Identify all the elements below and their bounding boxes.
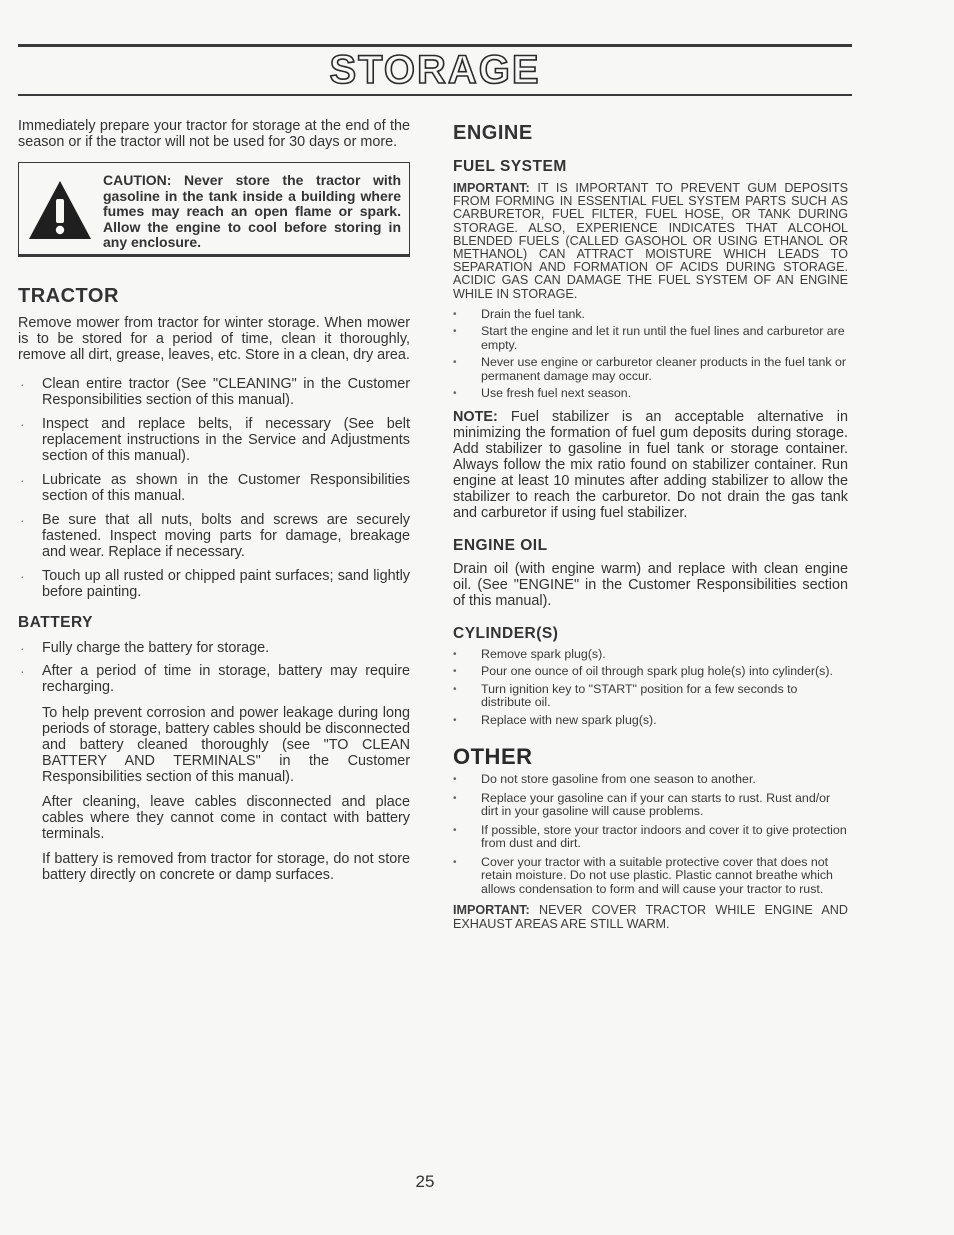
important-label: IMPORTANT: [453, 181, 530, 195]
cylinders-list [453, 648, 848, 728]
engine-oil-heading: ENGINE OIL [453, 536, 548, 554]
caution-box [18, 162, 410, 257]
battery-item: · After a period of time in storage, battery may require recharging. [18, 663, 410, 695]
cylinder-item: • Remove spark plug(s). [453, 648, 848, 662]
tractor-item: · Be sure that all nuts, bolts and screws are securely fastened. Inspect moving parts for damage, breakage and wear. Replace if necessary. [18, 512, 410, 560]
fuel-system-heading: FUEL SYSTEM [453, 158, 567, 175]
battery-paragraph: To help prevent corrosion and power leakage during long periods of storage, battery cables should be disconnected and battery cleaned thoroughly (see "TO CLEAN BATTERY AND TERMINALS" in the Customer Responsibilities section of this manual). [42, 705, 410, 785]
important-text: NEVER COVER TRACTOR WHILE ENGINE AND EXHAUST AREAS ARE STILL WARM. [453, 903, 848, 931]
tractor-item: · Inspect and replace belts, if necessary (See belt replacement instructions in the Service and Adjustments section of this manual). [18, 416, 410, 464]
note-label: NOTE: [453, 408, 498, 425]
battery-paragraph: After cleaning, leave cables disconnected and place cables where they cannot come in contact with battery terminals. [42, 794, 410, 842]
fuel-note [453, 409, 848, 521]
header-bottom-rule [18, 94, 852, 96]
tractor-item: · Clean entire tractor (See "CLEANING" in the Customer Responsibilities section of this manual). [18, 376, 410, 408]
storage-intro: Immediately prepare your tractor for storage at the end of the season or if the tractor will not be used for 30 days or more. [18, 118, 410, 150]
other-item: • If possible, store your tractor indoors and cover it to give protection from dust and dirt. [453, 824, 848, 851]
left-column [18, 118, 410, 883]
important-label: IMPORTANT: [453, 903, 530, 918]
battery-paragraph: If battery is removed from tractor for storage, do not store battery directly on concrete or damp surfaces. [42, 851, 410, 883]
cylinder-item: • Turn ignition key to "START" position for a few seconds to distribute oil. [453, 683, 848, 710]
tractor-list [18, 376, 410, 600]
page-number: 25 [415, 1172, 435, 1191]
tractor-heading: TRACTOR [18, 285, 119, 307]
cylinder-item: • Pour one ounce of oil through spark plug hole(s) into cylinder(s). [453, 665, 848, 679]
caution-text: CAUTION: Never store the tractor with gasoline in the tank inside a building where fumes may reach an open flame or spark. Allow the engine to cool before storing in any enclosure. [103, 172, 401, 250]
fuel-system-list [453, 308, 848, 401]
fuel-important-notice [453, 182, 848, 301]
battery-paragraphs [18, 705, 410, 883]
tractor-item: · Lubricate as shown in the Customer Responsibilities section of this manual. [18, 472, 410, 504]
tractor-intro: Remove mower from tractor for winter storage. When mower is to be stored for a period of time, clean it thoroughly, remove all dirt, grease, leaves, etc. Store in a clean, dry area. [18, 315, 410, 363]
engine-heading: ENGINE [453, 122, 533, 144]
important-text: IT IS IMPORTANT TO PREVENT GUM DEPOSITS FROM FORMING IN ESSENTIAL FUEL SYSTEM PARTS SUCH AS CARBURETOR, FUEL FILTER, FUEL HOSE, OR TANK DURING STORAGE. ALSO, EXPERIENCE INDICATES THAT ALCOHOL BLENDED FUELS (CALLED GASOHOL OR USING ETHANOL OR METHANOL) CAN ATTRACT MOISTURE WHICH LEADS TO SEPARATION AND FORMATION OF ACIDS DURING STORAGE. ACIDIC GAS CAN DAMAGE THE FUEL SYSTEM OF AN ENGINE WHILE IN STORAGE. [453, 181, 849, 301]
right-column [453, 118, 848, 931]
battery-list [18, 640, 410, 695]
fuel-item: • Start the engine and let it run until the fuel lines and carburetor are empty. [453, 325, 848, 352]
cylinder-item: • Replace with new spark plug(s). [453, 714, 848, 728]
other-item: • Cover your tractor with a suitable protective cover that does not retain moisture. Do not use plastic. Plastic cannot breathe which allows condensation to form and will cause your tractor to rust. [453, 856, 848, 897]
other-list [453, 773, 848, 896]
other-heading: OTHER [453, 744, 533, 770]
fuel-item: • Never use engine or carburetor cleaner products in the fuel tank or permanent damage may occur. [453, 356, 848, 383]
tractor-item: · Touch up all rusted or chipped paint surfaces; sand lightly before painting. [18, 568, 410, 600]
cylinders-heading: CYLINDER(S) [453, 624, 559, 642]
battery-heading: BATTERY [18, 614, 93, 631]
other-important-notice [453, 904, 848, 930]
battery-item: · Fully charge the battery for storage. [18, 640, 410, 656]
fuel-item: • Drain the fuel tank. [453, 308, 848, 322]
fuel-item: • Use fresh fuel next season. [453, 387, 848, 401]
warning-triangle-icon [27, 179, 99, 246]
other-item: • Replace your gasoline can if your can starts to rust. Rust and/or dirt in your gasoline will cause problems. [453, 792, 848, 819]
engine-oil-text: Drain oil (with engine warm) and replace with clean engine oil. (See "ENGINE" in the Customer Responsibilities section of this manual). [453, 560, 848, 609]
note-text: Fuel stabilizer is an acceptable alternative in minimizing the formation of fuel gum deposits during storage. Add stabilizer to gasoline in fuel tank or storage container. Always follow the mix ratio found on stabilizer container. Run engine at least 10 minutes after adding stabilizer to allow the stabilizer to reach the carburetor. Do not drain the gas tank and carburetor if using fuel stabilizer. [453, 408, 848, 521]
page-title: STORAGE [329, 48, 541, 92]
other-item: • Do not store gasoline from one season to another. [453, 773, 848, 787]
